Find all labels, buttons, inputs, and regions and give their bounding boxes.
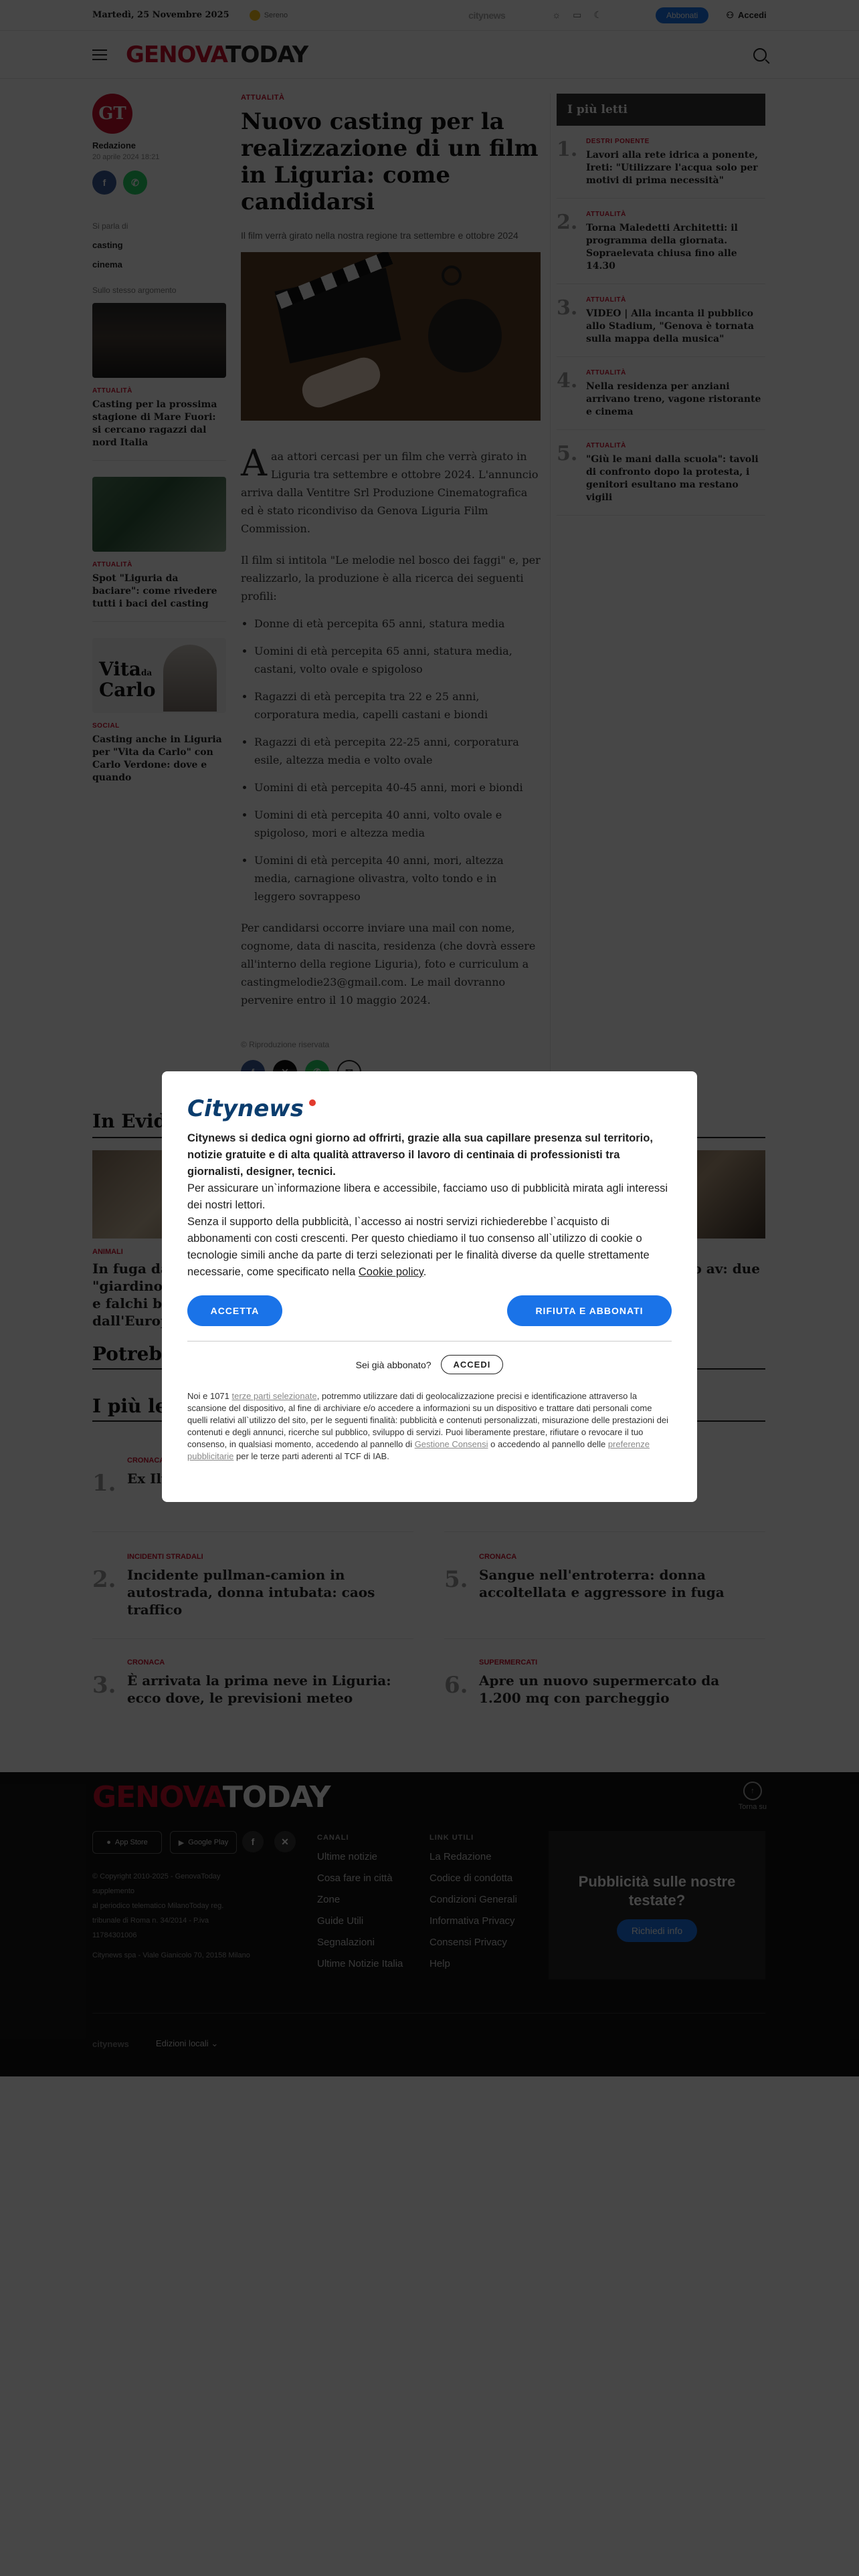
login-button[interactable]: ACCEDI — [441, 1355, 504, 1374]
consent-details: Noi e 1071 terze parti selezionate, potremmo utilizzare dati di geolocalizzazione precisi e identificazione attraverso la scansione del dispositivo, al fine di archiviare e/o accedere a informazioni su un dispositivo e trattare dati personali come quelli relativi all`utilizzo del sito, per le seguenti finalità: pubblicità e contenuti personalizzati, misurazione delle prestazioni dei contenuti e degli annunci, ricerche sul pubblico, sviluppo di servizi. Puoi liberamente prestare, rifiutare o revocare il tuo consenso, in qualsiasi momento, accedendo al pannello di Gestione Consensi o accedendo al pannello delle preferenze pubblicitarie per le terze parti aderenti al TCF di IAB. — [187, 1391, 668, 1461]
consent-paragraph: Per assicurare un`informazione libera e accessibile, facciamo uso di pubblicità mirata agli interessi dei nostri lettori. — [187, 1182, 668, 1211]
consent-text: Citynews si dedica ogni giorno ad offrirti, grazie alla sua capillare presenza sul territorio, notizie gratuite e di alta qualità attraverso il lavoro di centinaia di professionisti tra giornalisti, designer, tecnici. Per assicurare un`informazione libera e accessibile, facciamo uso di pubblicità mirata agli interessi dei nostri lettori. Senza il supporto della pubblicità, l`accesso ai nostri servizi richiederebbe l`acquisto di abbonamenti con costi crescenti. Per questo chiediamo il tuo consenso all`utilizzo di cookie o tecnologie simili anche da parte di terzi selezionati per le finalità diverse da quelle strettamente necessarie, come specificato nella Cookie policy. — [187, 1132, 668, 1278]
consent-intro: Citynews si dedica ogni giorno ad offrirti, grazie alla sua capillare presenza sul territorio, notizie gratuite e di alta qualità attraverso il lavoro di centinaia di professionisti tra giornalisti, designer, tecnici. — [187, 1132, 653, 1178]
already-subscribed — [187, 1355, 672, 1374]
reject-subscribe-button[interactable]: RIFIUTA E ABBONATI — [507, 1295, 672, 1326]
citynews-logo: Citynews — [187, 1095, 672, 1122]
consent-management-link[interactable]: Gestione Consensi — [414, 1439, 488, 1449]
cookie-policy-link[interactable]: Cookie policy — [358, 1266, 423, 1278]
ad-preferences-link[interactable]: preferenze pubblicitarie — [187, 1439, 650, 1461]
accept-button[interactable]: ACCETTA — [187, 1295, 282, 1326]
already-subscribed-label: Sei già abbonato? — [355, 1359, 432, 1370]
consent-paragraph: Senza il supporto della pubblicità, l`accesso ai nostri servizi richiederebbe l`acquisto di abbonamenti con costi crescenti. Per questo chiediamo il tuo consenso all`utilizzo di cookie o tecnologie simili anche da parte di terzi selezionati per le finalità diverse da quelle strettamente necessarie, come specificato nella — [187, 1216, 650, 1278]
consent-modal — [162, 1071, 697, 1502]
consent-actions — [187, 1295, 672, 1326]
third-parties-link[interactable]: terze parti selezionate — [231, 1391, 317, 1401]
